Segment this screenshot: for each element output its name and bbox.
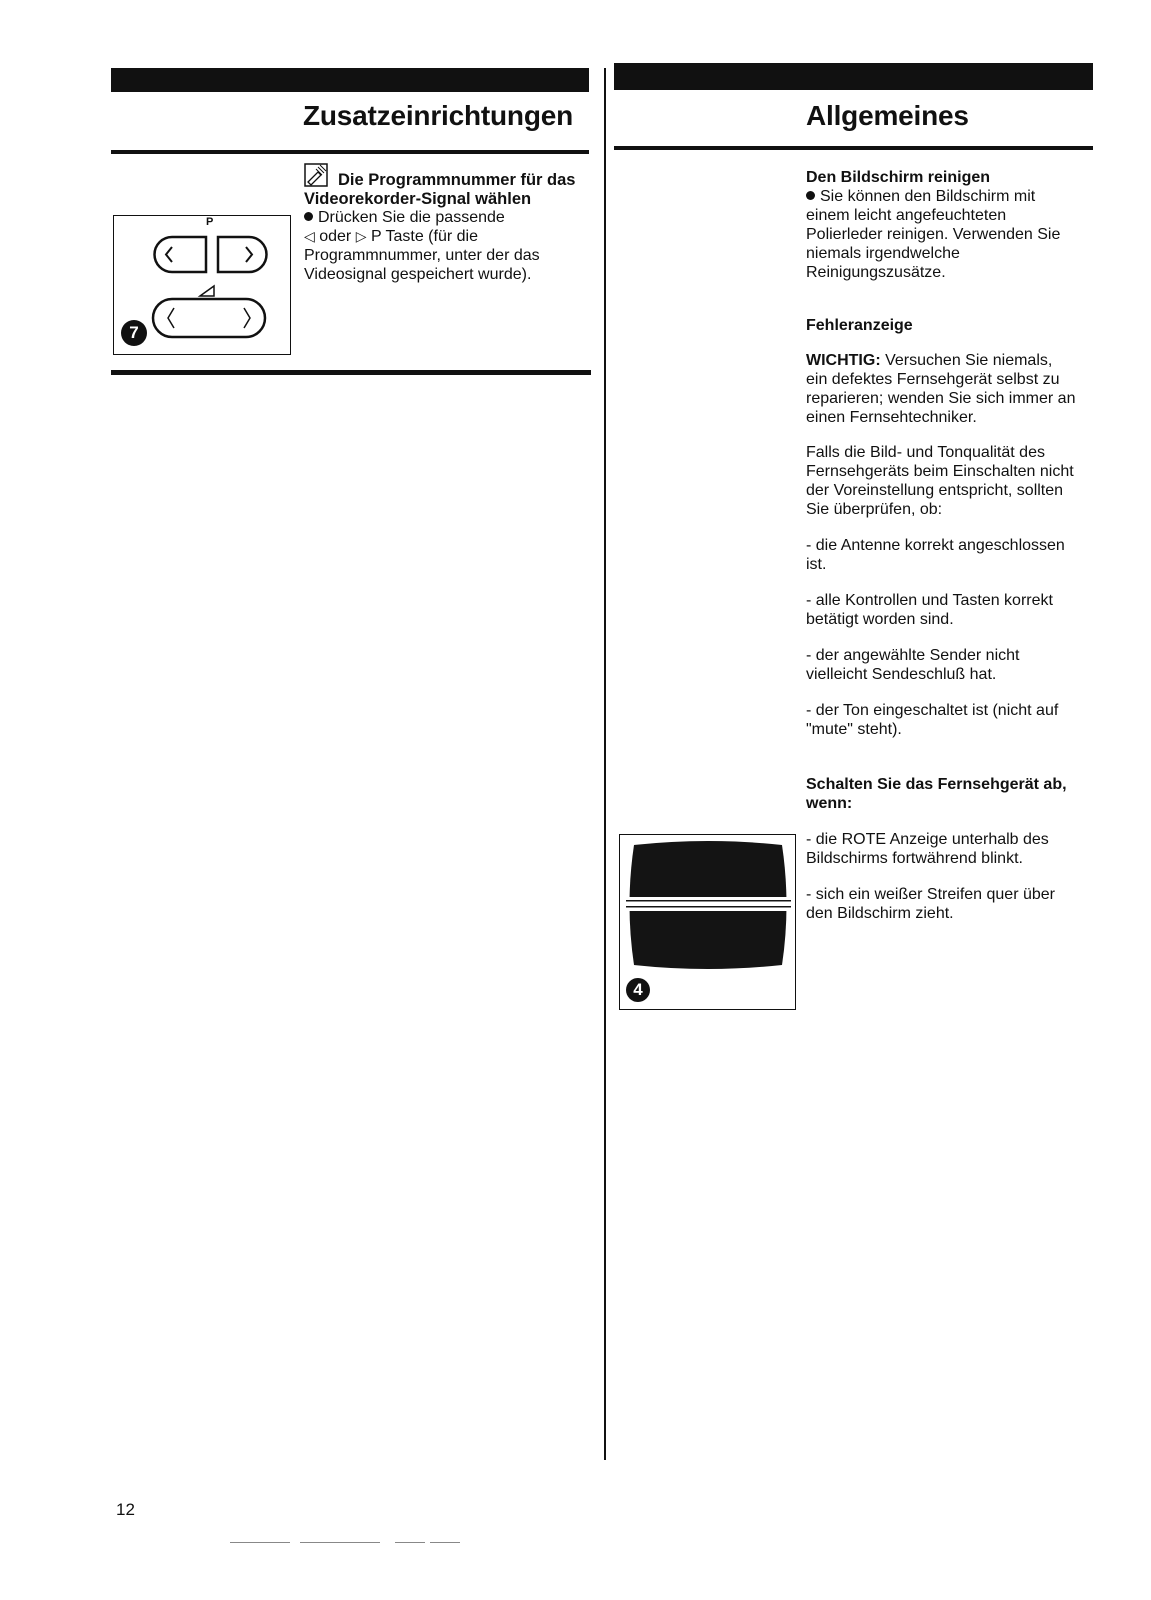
scan-artifact — [395, 1542, 425, 1543]
off-item-white-stripe — [806, 885, 1096, 923]
bullet — [806, 191, 815, 200]
figure-number-badge: 7 — [121, 320, 147, 346]
program-down-button — [155, 237, 207, 272]
check3-line1: - der angewählte Sender nicht — [806, 647, 1020, 664]
right-body — [806, 168, 1096, 282]
important-notice — [806, 351, 1096, 427]
check2-line1: - alle Kontrollen und Tasten korrekt — [806, 592, 1053, 609]
check1-line2: ist. — [806, 556, 827, 573]
off1-line1: - die ROTE Anzeige unterhalb des — [806, 831, 1049, 848]
important-line3: reparieren; wenden Sie sich immer an — [806, 390, 1076, 407]
left-header-bar — [111, 68, 589, 92]
program-up-button — [218, 237, 267, 272]
figure-number-badge: 4 — [626, 978, 650, 1002]
clean-line4: niemals irgendwelche — [806, 245, 960, 262]
check-item-controls — [806, 591, 1096, 629]
scan-artifact — [430, 1542, 460, 1543]
left-body — [304, 208, 594, 284]
left-arrow-glyph-icon: ◁ — [304, 228, 315, 244]
quality-line2: Fernsehgeräts beim Einschalten nicht — [806, 463, 1074, 480]
left-heading-line2: Videorekorder-Signal wählen — [304, 190, 532, 208]
off1-line2: Bildschirms fortwährend blinkt. — [806, 850, 1023, 867]
program-label: P — [206, 216, 214, 228]
left-heading — [304, 171, 594, 209]
switch-off-heading — [806, 775, 1096, 813]
left-section-end-rule — [111, 370, 591, 375]
left-body-line1: Drücken Sie die passende — [318, 209, 505, 226]
off-heading-line2: wenn: — [806, 795, 853, 812]
bullet — [304, 212, 313, 221]
check3-line2: vielleicht Sendeschluß hat. — [806, 666, 997, 683]
off-heading-line1: Schalten Sie das Fernsehgerät ab, — [806, 776, 1067, 793]
right-title-rule — [614, 146, 1093, 150]
clean-line1: Sie können den Bildschirm mit — [820, 188, 1036, 205]
left-body-line4: Videosignal gespeichert wurde). — [304, 266, 532, 283]
error-heading: Fehleranzeige — [806, 317, 913, 334]
tv-screen-figure — [619, 834, 796, 1010]
page-number: 12 — [116, 1500, 135, 1519]
white-stripe — [626, 897, 791, 911]
left-body-line2b: P Taste (für die — [370, 228, 478, 245]
off2-line1: - sich ein weißer Streifen quer über — [806, 886, 1055, 903]
check2-line2: betätigt worden sind. — [806, 611, 954, 628]
volume-button — [153, 299, 265, 337]
quality-line4: Sie überprüfen, ob: — [806, 501, 943, 518]
check-item-sound — [806, 701, 1096, 739]
left-body-line3: Programmnummer, unter der das — [304, 247, 540, 264]
left-title-rule — [111, 150, 589, 154]
scan-artifact — [230, 1542, 290, 1543]
left-section-title: Zusatzeinrichtungen — [303, 100, 573, 131]
quality-paragraph — [806, 443, 1096, 519]
quality-line1: Falls die Bild- und Tonqualität des — [806, 444, 1045, 461]
right-arrow-glyph-icon: ▷ — [355, 228, 367, 244]
important-line2: ein defektes Fernsehgerät selbst zu — [806, 371, 1060, 388]
left-body-line2a: oder — [319, 228, 352, 245]
check4-line1: - der Ton eingeschaltet ist (nicht auf — [806, 702, 1059, 719]
important-label: WICHTIG: — [806, 352, 881, 369]
right-header-bar — [614, 63, 1093, 90]
clean-heading: Den Bildschirm reinigen — [806, 169, 991, 186]
left-heading-line1: Die Programmnummer für das — [338, 171, 576, 189]
scan-artifact — [300, 1542, 380, 1543]
check-item-antenna — [806, 536, 1096, 574]
check-item-station — [806, 646, 1096, 684]
quality-line3: der Voreinstellung entspricht, sollten — [806, 482, 1064, 499]
volume-icon — [200, 286, 214, 296]
clean-line3: Polierleder reinigen. Verwenden Sie — [806, 226, 1061, 243]
important-line1: Versuchen Sie niemals, — [885, 352, 1053, 369]
clean-line5: Reinigungszusätze. — [806, 264, 946, 281]
off-item-red-indicator — [806, 830, 1096, 868]
right-section-title: Allgemeines — [806, 100, 969, 131]
check1-line1: - die Antenne korrekt angeschlossen — [806, 537, 1065, 554]
check4-line2: "mute" steht). — [806, 721, 902, 738]
column-divider — [604, 68, 606, 1460]
remote-buttons-figure — [113, 215, 291, 355]
important-line4: einen Fernsehtechniker. — [806, 409, 977, 426]
clean-line2: einem leicht angefeuchteten — [806, 207, 1007, 224]
off2-line2: den Bildschirm zieht. — [806, 905, 954, 922]
